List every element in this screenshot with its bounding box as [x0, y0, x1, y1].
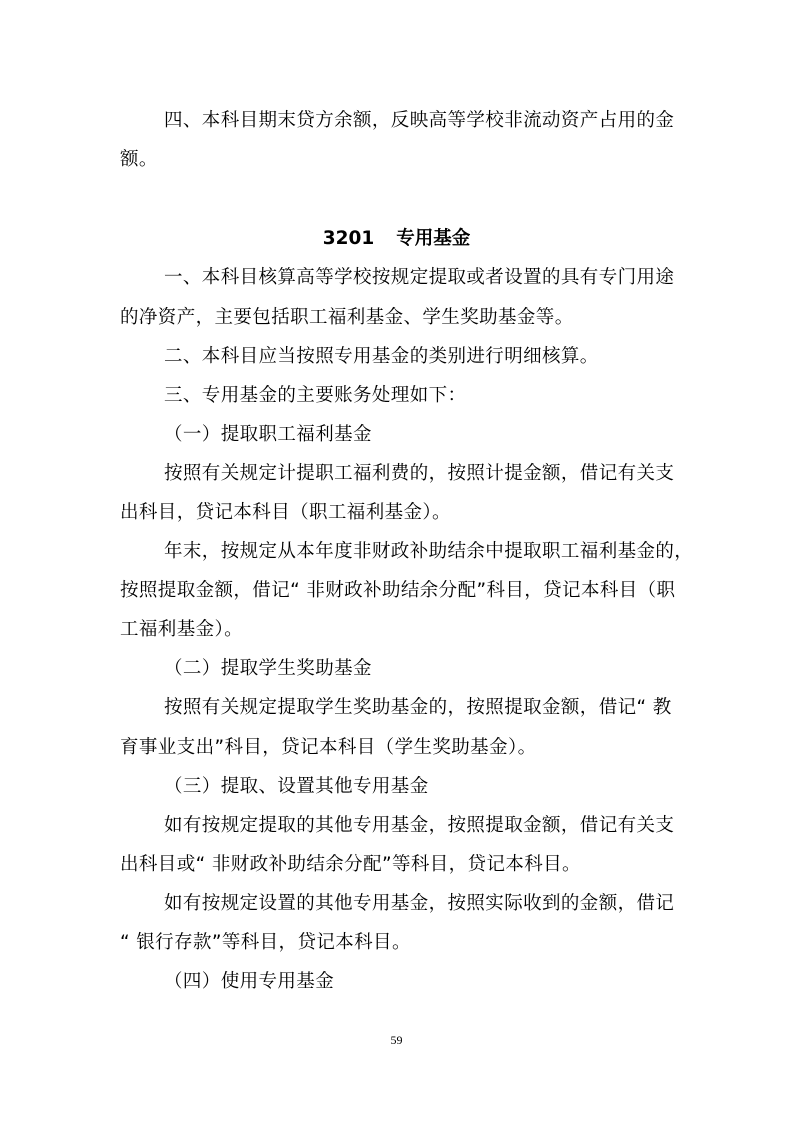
- text-line: 育事业支出”科目，贷记本科目（学生奖助基金）。: [120, 737, 537, 758]
- text-line: 年末，按规定从本年度非财政补助结余中提取职工福利基金的，: [164, 541, 694, 562]
- text-line: 出科目，贷记本科目（职工福利基金）。: [120, 502, 451, 523]
- text-line: 如有按规定提取的其他专用基金，按照提取金额，借记有关支: [164, 815, 675, 836]
- text-line: 出科目或“ 非财政补助结余分配”等科目，贷记本科目。: [120, 854, 581, 875]
- text-line: 四、本科目期末贷方余额，反映高等学校非流动资产占用的金: [164, 110, 675, 131]
- text-line: “ 银行存款”等科目，贷记本科目。: [120, 932, 411, 953]
- text-line: 按照提取金额，借记“ 非财政补助结余分配”科目，贷记本科目（职: [120, 580, 676, 601]
- subsection-heading: （二）提取学生奖助基金: [164, 658, 372, 679]
- subsection-heading: （三）提取、设置其他专用基金: [164, 776, 429, 797]
- text-line: 按照有关规定提取学生奖助基金的，按照提取金额，借记“ 教: [164, 697, 672, 718]
- subsection-heading: （一）提取职工福利基金: [164, 424, 372, 445]
- text-line: 二、本科目应当按照专用基金的类别进行明细核算。: [164, 346, 599, 367]
- text-line: 三、专用基金的主要账务处理如下：: [164, 385, 467, 406]
- account-title: 专用基金: [396, 228, 471, 249]
- text-line: 额。: [120, 149, 158, 170]
- account-code: 3201: [322, 228, 375, 249]
- subsection-heading: （四）使用专用基金: [164, 971, 335, 992]
- page-number: 59: [390, 1033, 403, 1047]
- text-line: 工福利基金）。: [120, 619, 244, 640]
- text-line: 一、本科目核算高等学校按规定提取或者设置的具有专门用途: [164, 267, 675, 288]
- text-line: 如有按规定设置的其他专用基金，按照实际收到的金额，借记: [164, 893, 675, 914]
- text-line: 的净资产，主要包括职工福利基金、学生奖助基金等。: [120, 307, 574, 328]
- text-line: 按照有关规定计提职工福利费的，按照计提金额，借记有关支: [164, 463, 675, 484]
- section-heading: [0, 226, 793, 252]
